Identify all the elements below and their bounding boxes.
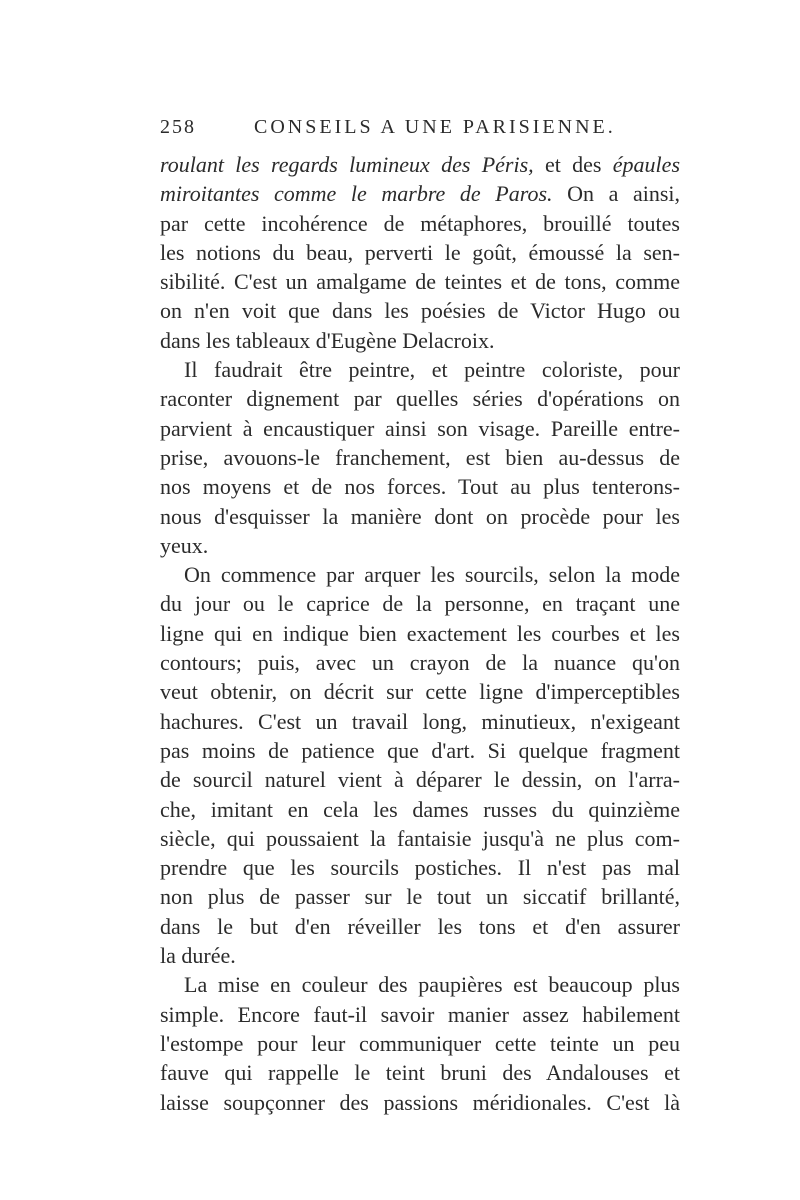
text-line: dans les tableaux d'Eugène Delacroix. (160, 327, 495, 353)
text-line: Il faudrait être peintre, et peintre coloriste, pour (184, 357, 680, 383)
text-line: nos moyens et de nos forces. Tout au plus tenterons- (160, 474, 680, 500)
running-title: CONSEILS A UNE PARISIENNE. (254, 116, 616, 138)
text-line: hachures. C'est un travail long, minutieux, n'exigeant (160, 708, 680, 734)
text-line: fauve qui rappelle le teint bruni des Andalouses et (160, 1060, 680, 1086)
text-line: nous d'esquisser la manière dont on procède pour les (160, 503, 680, 529)
text-line: on n'en voit que dans les poésies de Victor Hugo ou (160, 298, 680, 324)
text-line: ligne qui en indique bien exactement les courbes et les (160, 620, 680, 646)
text-line: prendre que les sourcils postiches. Il n'est pas mal (160, 855, 680, 881)
text-line: les notions du beau, perverti le goût, émoussé la sen- (160, 239, 680, 265)
text-line: l'estompe pour leur communiquer cette teinte un peu (160, 1030, 680, 1056)
text-line: On commence par arquer les sourcils, selon la mode (184, 562, 680, 588)
text-line: raconter dignement par quelles séries d'opérations on (160, 386, 680, 412)
text-line: yeux. (160, 532, 209, 558)
text-line: du jour ou le caprice de la personne, en traçant une (160, 591, 680, 617)
body-text (160, 150, 680, 1117)
text-line: par cette incohérence de métaphores, brouillé toutes (160, 210, 680, 236)
text-line: contours; puis, avec un crayon de la nuance qu'on (160, 650, 680, 676)
text-line: la durée. (160, 943, 236, 969)
text-line: miroitantes comme le marbre de Paros. On a ainsi, (160, 181, 681, 207)
page-number: 258 (160, 116, 196, 138)
running-header (160, 116, 680, 146)
text-line: pas moins de patience que d'art. Si quelque fragment (160, 737, 680, 763)
text-line: de sourcil naturel vient à déparer le dessin, on l'arra- (160, 767, 680, 793)
text-line: non plus de passer sur le tout un siccatif brillanté, (160, 884, 680, 910)
text-line: roulant les regards lumineux des Péris, et des épaules (160, 152, 680, 177)
text-line: laisse soupçonner des passions méridionales. C'est là (160, 1089, 680, 1115)
text-line: simple. Encore faut-il savoir manier assez habilement (160, 1001, 680, 1027)
text-line: La mise en couleur des paupières est beaucoup plus (184, 972, 680, 998)
text-line: parvient à encaustiquer ainsi son visage. Pareille entre- (160, 415, 680, 441)
text-line: che, imitant en cela les dames russes du quinzième (160, 796, 680, 822)
text-line: dans le but d'en réveiller les tons et d'en assurer (160, 913, 680, 939)
text-line: siècle, qui poussaient la fantaisie jusqu'à ne plus com- (160, 825, 680, 851)
text-line: veut obtenir, on décrit sur cette ligne d'imperceptibles (160, 679, 680, 705)
text-line: prise, avouons-le franchement, est bien au-dessus de (160, 444, 680, 470)
text-line: sibilité. C'est un amalgame de teintes et de tons, comme (160, 269, 680, 295)
